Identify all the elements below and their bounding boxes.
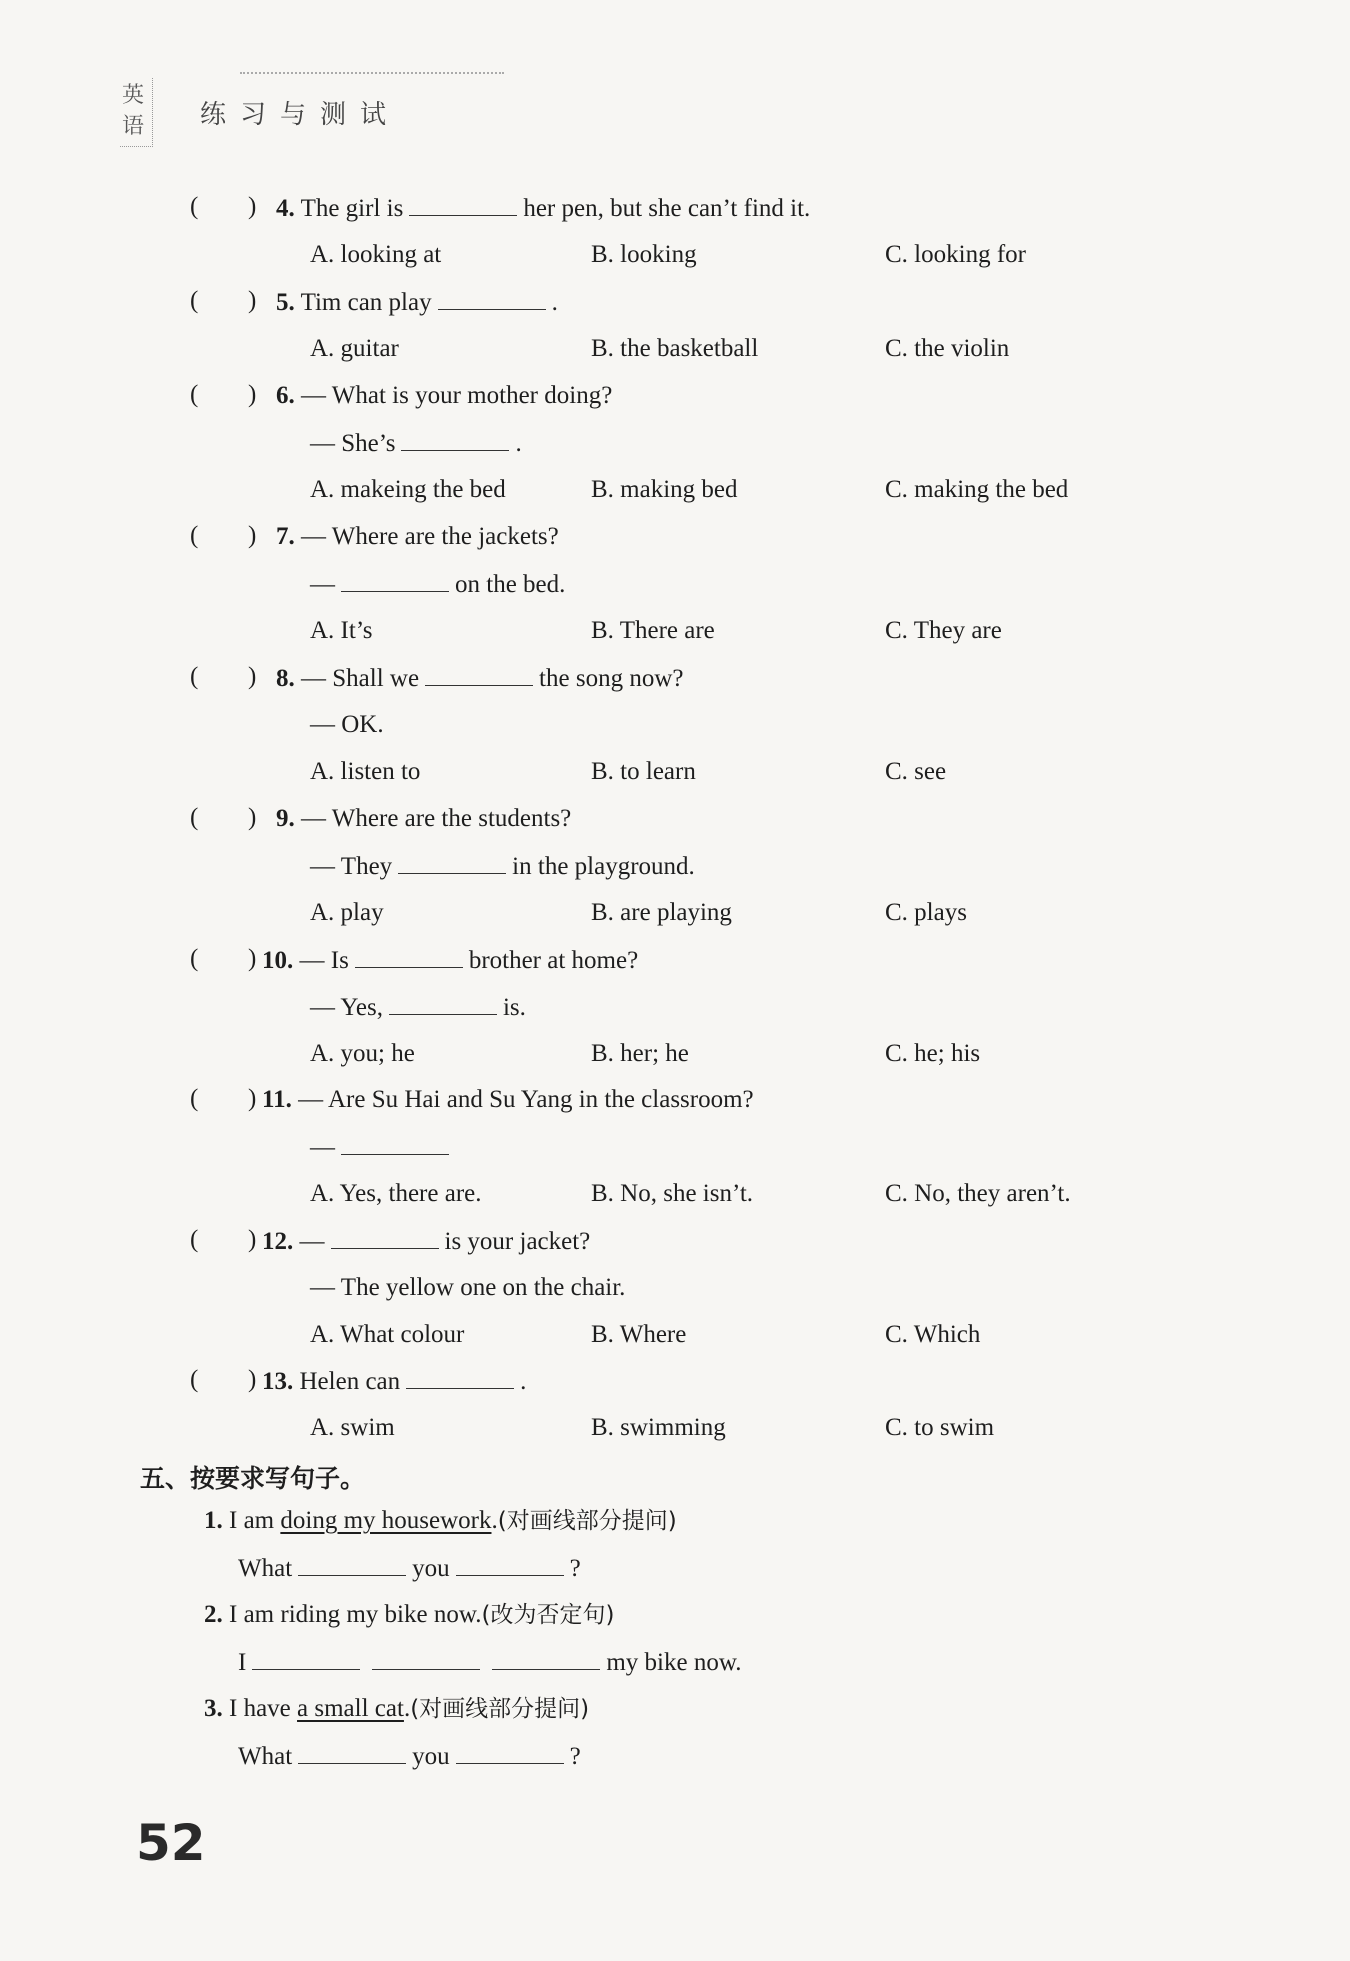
answer-paren-close: ) <box>248 1226 257 1253</box>
option-b: B. swimming <box>591 1414 726 1441</box>
rewrite-prompt: 3. I have a small cat.(对画线部分提问) <box>204 1695 590 1722</box>
rewrite-answer: I my bike now. <box>238 1649 742 1676</box>
option-a: A. What colour <box>310 1321 465 1348</box>
answer-paren-open: ( <box>190 522 199 549</box>
option-c: C. making the bed <box>885 476 1069 503</box>
answer-paren-close: ) <box>248 522 257 549</box>
option-a: A. guitar <box>310 335 399 362</box>
answer-blank[interactable] <box>492 1647 600 1670</box>
answer-paren-open: ( <box>190 381 199 408</box>
option-b: B. No, she isn’t. <box>591 1180 754 1207</box>
rewrite-answer: What you ? <box>238 1743 581 1770</box>
option-a: A. you; he <box>310 1040 415 1067</box>
option-c: C. the violin <box>885 335 1010 362</box>
answer-blank[interactable] <box>409 193 517 216</box>
answer-blank[interactable] <box>425 663 533 686</box>
answer-blank[interactable] <box>331 1226 439 1249</box>
option-c: C. plays <box>885 899 967 926</box>
answer-paren-close: ) <box>248 1085 257 1112</box>
question-stem: 8. — Shall we the song now? <box>276 665 684 692</box>
instruction-note: (对画线部分提问) <box>497 1508 677 1534</box>
question-stem: 6. — What is your mother doing? <box>276 382 613 409</box>
question-stem: 10. — Is brother at home? <box>262 947 639 974</box>
book-title: 练习与测试 <box>200 100 401 130</box>
page-number: 52 <box>136 1814 206 1872</box>
answer-blank[interactable] <box>341 1132 449 1155</box>
answer-blank[interactable] <box>401 428 509 451</box>
answer-paren-close: ) <box>248 1366 257 1393</box>
question-stem: 5. Tim can play . <box>276 289 558 316</box>
option-c: C. looking for <box>885 241 1026 268</box>
answer-paren-open: ( <box>190 663 199 690</box>
option-b: B. There are <box>591 617 715 644</box>
answer-paren-open: ( <box>190 287 199 314</box>
answer-paren-open: ( <box>190 945 199 972</box>
question-stem: 7. — Where are the jackets? <box>276 523 559 550</box>
answer-paren-close: ) <box>248 804 257 831</box>
answer-blank[interactable] <box>406 1366 514 1389</box>
question-reply: — Yes, is. <box>310 994 526 1021</box>
option-b: B. looking <box>591 241 697 268</box>
option-c: C. No, they aren’t. <box>885 1180 1071 1207</box>
answer-blank[interactable] <box>389 992 497 1015</box>
answer-blank[interactable] <box>398 851 506 874</box>
answer-paren-close: ) <box>248 945 257 972</box>
answer-paren-open: ( <box>190 1226 199 1253</box>
answer-blank[interactable] <box>355 945 463 968</box>
answer-blank[interactable] <box>456 1553 564 1576</box>
underlined-phrase: a small cat <box>297 1695 404 1722</box>
answer-paren-close: ) <box>248 381 257 408</box>
question-stem: 11. — Are Su Hai and Su Yang in the classroom? <box>262 1086 754 1113</box>
option-b: B. the basketball <box>591 335 759 362</box>
rewrite-prompt: 1. I am doing my housework.(对画线部分提问) <box>204 1507 677 1534</box>
question-reply: — on the bed. <box>310 571 566 598</box>
answer-blank[interactable] <box>438 287 546 310</box>
answer-blank[interactable] <box>252 1647 360 1670</box>
question-reply: — OK. <box>310 711 384 738</box>
answer-paren-open: ( <box>190 1085 199 1112</box>
option-a: A. play <box>310 899 384 926</box>
answer-blank[interactable] <box>456 1741 564 1764</box>
question-reply: — They in the playground. <box>310 853 695 880</box>
option-c: C. They are <box>885 617 1002 644</box>
header-dotted-rule <box>240 72 504 74</box>
option-c: C. he; his <box>885 1040 981 1067</box>
answer-paren-close: ) <box>248 663 257 690</box>
option-c: C. see <box>885 758 947 785</box>
question-stem: 4. The girl is her pen, but she can’t find it. <box>276 195 811 222</box>
option-a: A. Yes, there are. <box>310 1180 482 1207</box>
question-stem: 13. Helen can . <box>262 1368 527 1395</box>
option-b: B. to learn <box>591 758 696 785</box>
option-c: C. to swim <box>885 1414 995 1441</box>
rewrite-prompt: 2. I am riding my bike now.(改为否定句) <box>204 1601 615 1628</box>
option-a: A. makeing the bed <box>310 476 506 503</box>
option-a: A. swim <box>310 1414 395 1441</box>
question-reply: — She’s . <box>310 430 522 457</box>
instruction-note: (对画线部分提问) <box>410 1696 590 1722</box>
option-c: C. Which <box>885 1321 981 1348</box>
answer-blank[interactable] <box>341 569 449 592</box>
underlined-phrase: doing my housework <box>280 1507 492 1534</box>
answer-paren-open: ( <box>190 1366 199 1393</box>
answer-paren-close: ) <box>248 193 257 220</box>
question-reply: — The yellow one on the chair. <box>310 1274 626 1301</box>
option-a: A. listen to <box>310 758 421 785</box>
rewrite-answer: What you ? <box>238 1555 581 1582</box>
option-b: B. are playing <box>591 899 732 926</box>
section-title: 五、按要求写句子。 <box>140 1464 366 1493</box>
option-a: A. looking at <box>310 241 442 268</box>
answer-blank[interactable] <box>372 1647 480 1670</box>
answer-paren-open: ( <box>190 804 199 831</box>
subject-label: 英语 <box>120 78 153 147</box>
question-reply: — <box>310 1132 455 1163</box>
instruction-note: (改为否定句) <box>481 1602 615 1628</box>
question-stem: 9. — Where are the students? <box>276 805 572 832</box>
answer-paren-open: ( <box>190 193 199 220</box>
question-stem: 12. — is your jacket? <box>262 1228 591 1255</box>
answer-blank[interactable] <box>298 1741 406 1764</box>
answer-paren-close: ) <box>248 287 257 314</box>
option-b: B. her; he <box>591 1040 689 1067</box>
option-a: A. It’s <box>310 617 373 644</box>
option-b: B. Where <box>591 1321 687 1348</box>
option-b: B. making bed <box>591 476 738 503</box>
answer-blank[interactable] <box>298 1553 406 1576</box>
